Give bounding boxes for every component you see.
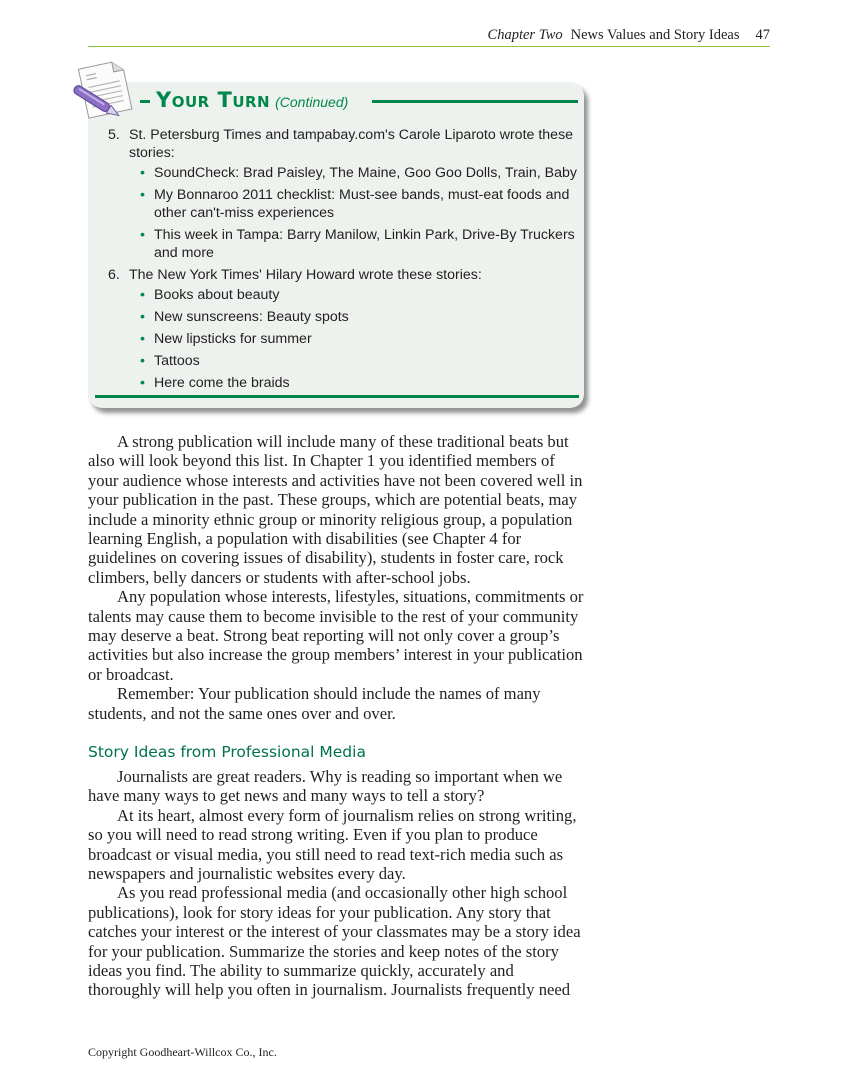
- box-title-suffix: (Continued): [275, 94, 349, 110]
- bullet-item: • New lipsticks for summer: [129, 330, 578, 348]
- box-title: [156, 88, 348, 112]
- bullet-icon: •: [140, 353, 145, 369]
- paragraph: Remember: Your publication should include the names of many students, and not the same ones over and over.: [88, 684, 541, 723]
- header-rule: [88, 46, 770, 47]
- document-pen-icon: [66, 58, 146, 128]
- item-text: The New York Times' Hilary Howard wrote these stories:: [129, 267, 482, 283]
- paragraph: A strong publication will include many of these traditional beats but also will look beyond this list. In Chapter 1 you identified members of your audience whose interests and activities have not been covered well in your publication in the past. These groups, which are potential beats, may include a minority ethnic group or minority religious group, a population learning English, a population with disabilities (see Chapter 4 for guidelines on covering issues of disability), students in foster care, rock climbers, belly dancers or students with after-school jobs.: [88, 432, 583, 587]
- list-item-6: [108, 266, 578, 392]
- bullet-icon: •: [140, 165, 145, 181]
- bullet-item: • SoundCheck: Brad Paisley, The Maine, Goo Goo Dolls, Train, Baby: [129, 164, 578, 182]
- running-head: [88, 27, 770, 44]
- bullet-icon: •: [140, 227, 145, 243]
- bullet-item: • Books about beauty: [129, 286, 578, 304]
- page-number: 47: [755, 27, 770, 43]
- title-rule-left: [140, 100, 150, 103]
- body-section-2: [88, 767, 588, 1000]
- bullet-item: • Here come the braids: [129, 374, 578, 392]
- item-number: 5.: [108, 127, 120, 143]
- box-title-text: Your Turn: [156, 88, 271, 112]
- paragraph: Journalists are great readers. Why is reading so important when we have many ways to get news and many ways to tell a story?: [88, 767, 563, 806]
- bullet-item: • New sunscreens: Beauty spots: [129, 308, 578, 326]
- item-text: St. Petersburg Times and tampabay.com's Carole Liparoto wrote these stories:: [129, 127, 574, 161]
- paragraph: Any population whose interests, lifestyles, situations, commitments or talents may cause them to become invisible to the rest of your community may deserve a beat. Strong beat reporting will not only cover a group’s activities but also increase the group members’ interest in your publication or broadcast.: [88, 587, 584, 684]
- body-section-1: [88, 432, 588, 723]
- paragraph: As you read professional media (and occasionally other high school publications), look for story ideas for your publication. Any story that catches your interest or the interest of your classmates may be a story idea for your publication. Summarize the stories and keep notes of the story ideas you find. The ability to summarize quickly, accurately and thoroughly will help you often in journalism. Journalists frequently need: [88, 883, 581, 1000]
- bullet-icon: •: [140, 287, 145, 303]
- your-turn-list: [108, 126, 578, 396]
- paragraph: At its heart, almost every form of journalism relies on strong writing, so you will need to read strong writing. Even if you plan to produce broadcast or visual media, you still need to read text-rich media such as newspapers and journalistic websites every day.: [88, 805, 577, 884]
- copyright-footer: Copyright Goodheart-Willcox Co., Inc.: [88, 1045, 277, 1059]
- chapter-title: News Values and Story Ideas: [570, 27, 740, 43]
- bullet-icon: •: [140, 331, 145, 347]
- box-bottom-rule: [95, 395, 579, 398]
- list-item-5: [108, 126, 578, 262]
- bullet-icon: •: [140, 375, 145, 391]
- chapter-label: Chapter Two: [487, 27, 563, 43]
- bullet-item: • My Bonnaroo 2011 checklist: Must-see bands, must-eat foods and other can't-miss experiences: [129, 186, 578, 222]
- bullet-icon: •: [140, 187, 145, 203]
- item-number: 6.: [108, 267, 120, 283]
- bullet-icon: •: [140, 309, 145, 325]
- section-heading: Story Ideas from Professional Media: [88, 743, 366, 761]
- bullet-item: • Tattoos: [129, 352, 578, 370]
- title-rule-right: [372, 100, 578, 103]
- bullet-item: • This week in Tampa: Barry Manilow, Linkin Park, Drive-By Truckers and more: [129, 226, 578, 262]
